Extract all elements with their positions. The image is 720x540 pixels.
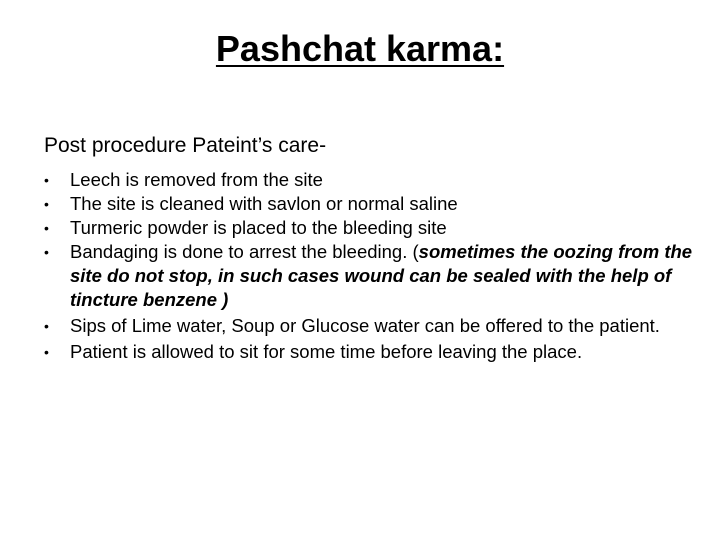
bullet-text: Bandaging is done to arrest the bleeding. ( [70,241,419,262]
bullet-text: The site is cleaned with savlon or normal saline [70,193,458,214]
bullet-item-turmeric [44,216,704,240]
bullet-item-sit [44,340,704,364]
bullet-dot: • [44,318,49,334]
bullet-item-site-cleaned [44,192,704,216]
slide-title: Pashchat karma: [215,28,505,69]
bullet-dot: • [44,172,49,188]
bullet-text: Patient is allowed to sit for some time before leaving the place. [70,341,583,362]
bullet-text: Turmeric powder is placed to the bleeding site [70,217,447,238]
bullet-list [44,168,704,364]
bullet-dot: • [44,244,49,260]
bullet-dot: • [44,344,49,360]
bullet-text: Leech is removed from the site [70,169,323,190]
bullet-dot: • [44,196,49,212]
bullet-item-sips [44,314,704,338]
bullet-text: Sips of Lime water, Soup or Glucose water can be offered to the patient. [70,315,660,336]
bullet-item-bandaging [44,240,704,312]
slide-subtitle: Post procedure Pateint’s care- [44,134,327,157]
bullet-item-leech-removed [44,168,704,192]
bullet-dot: • [44,220,49,236]
bullet-emphasis-text: sometimes the oozing from the site do not stop, in such cases wound can be sealed with the help of tincture benzene ) [70,241,693,310]
